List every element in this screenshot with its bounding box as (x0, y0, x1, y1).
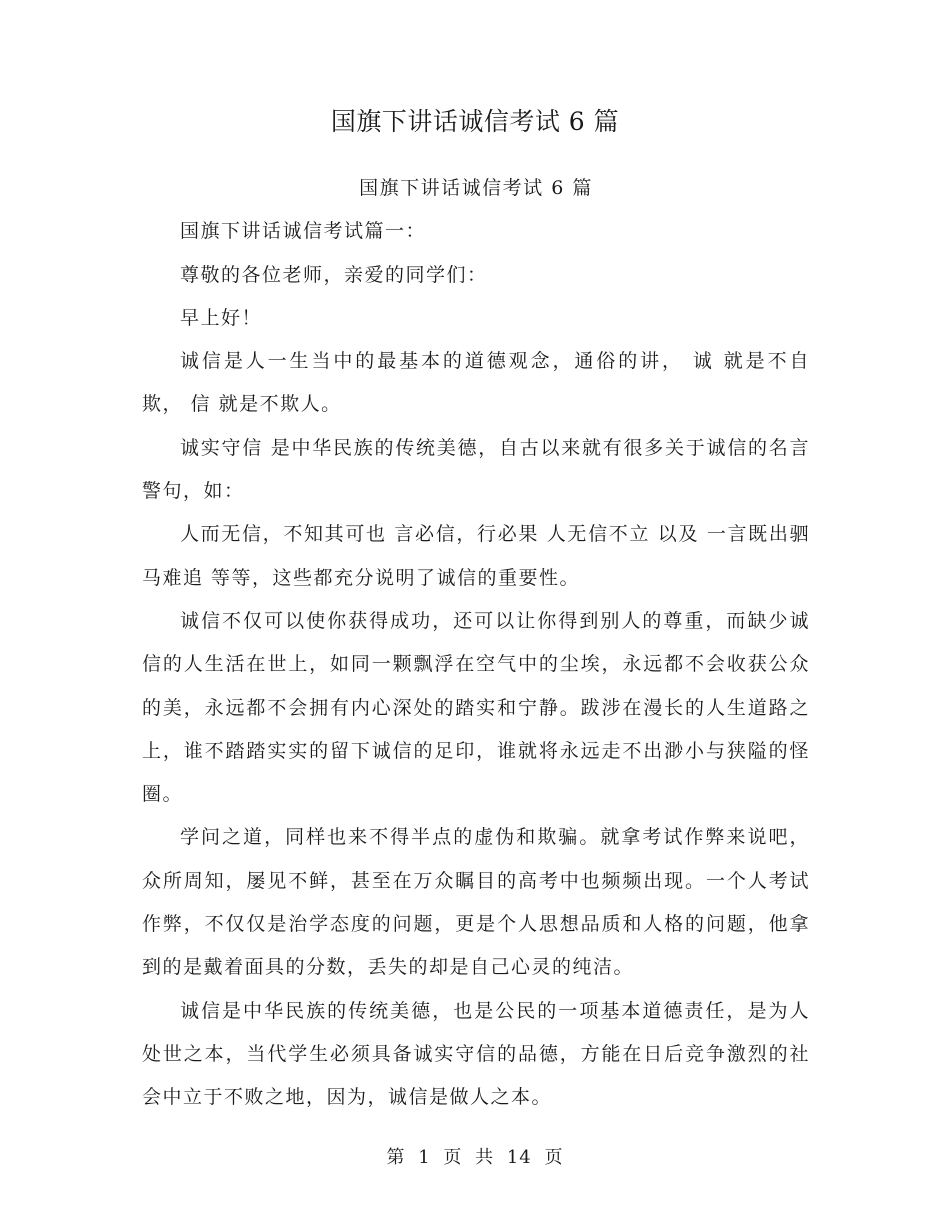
body-paragraph: 诚信是中华民族的传统美德，也是公民的一项基本道德责任，是为人处世之本，当代学生必须具备诚实守信的品德，方能在日后竞争激烈的社会中立于不败之地，因为，诚信是做人之本。 (142, 999, 810, 1109)
section-heading: 国旗下讲话诚信考试篇一： (180, 220, 427, 243)
body-paragraph: 诚信不仅可以使你获得成功，还可以让你得到别人的尊重，而缺少诚信的人生活在世上，如同一颗飘浮在空气中的尘埃，永远都不会收获公众的美，永远都不会拥有内心深处的踏实和宁静。跋涉在漫长的人生道路之上，谁不踏踏实实的留下诚信的足印，谁就将永远走不出渺小与狭隘的怪圈。 (142, 609, 810, 806)
page-number-footer: 第 1 页 共 14 页 (386, 1147, 564, 1168)
document-subtitle: 国旗下讲话诚信考试 6 篇 (359, 177, 593, 199)
document-body (142, 167, 810, 1120)
document-title: 国旗下讲话诚信考试 6 篇 (330, 107, 620, 136)
body-paragraph: 人而无信，不知其可也 言必信，行必果 人无信不立 以及 一言既出驷马难追 等等，这些都充分说明了诚信的重要性。 (142, 523, 810, 589)
greeting: 早上好！ (180, 306, 263, 329)
body-paragraph: 诚信是人一生当中的最基本的道德观念，通俗的讲， 诚 就是不自欺， 信 就是不欺人。 (142, 350, 810, 416)
salutation: 尊敬的各位老师，亲爱的同学们： (180, 263, 488, 286)
body-paragraph: 诚实守信 是中华民族的传统美德，自古以来就有很多关于诚信的名言警句，如： (142, 436, 810, 503)
body-paragraph: 学问之道，同样也来不得半点的虚伪和欺骗。就拿考试作弊来说吧，众所周知，屡见不鲜，甚至在万众瞩目的高考中也频频出现。一个人考试作弊，不仅仅是治学态度的问题，更是个人思想品质和人格的问题，他拿到的是戴着面具的分数，丢失的却是自己心灵的纯洁。 (142, 826, 810, 979)
